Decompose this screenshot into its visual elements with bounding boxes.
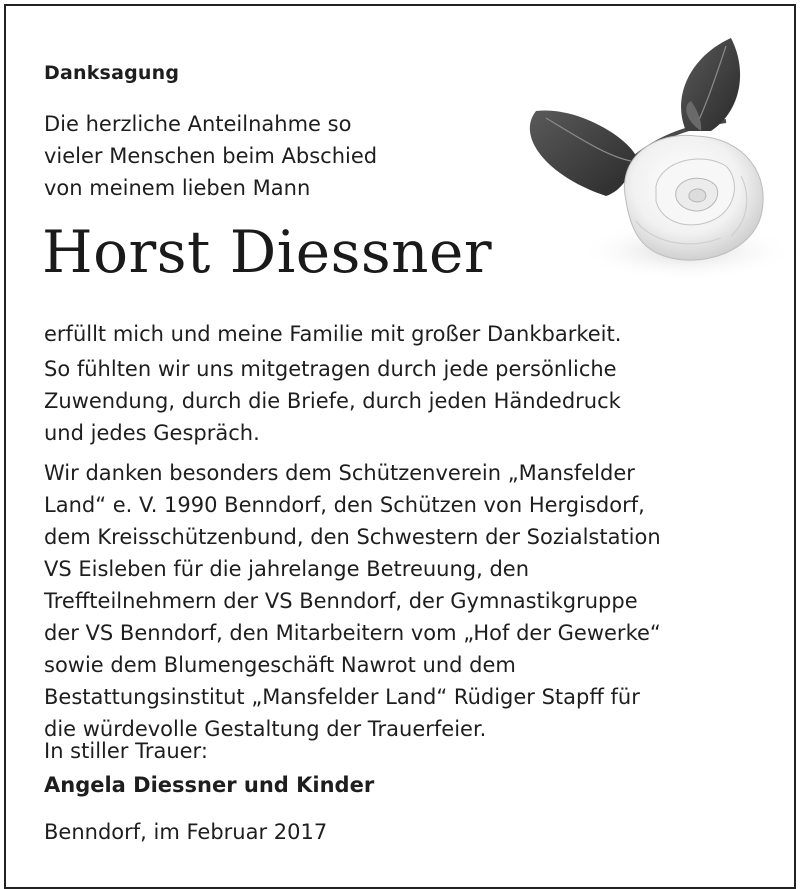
paragraph-line: sowie dem Blumengeschäft Nawrot und dem	[44, 653, 516, 677]
paragraph-line: So fühlten wir uns mitgetragen durch jede persönliche	[44, 357, 617, 381]
paragraph-line: die würdevolle Gestaltung der Trauerfeier.	[44, 717, 487, 741]
thanks-paragraph	[44, 457, 784, 745]
heading: Danksagung	[44, 62, 180, 84]
paragraph-line: VS Eisleben für die jahrelange Betreuung, den	[44, 557, 530, 581]
place-date: Benndorf, im Februar 2017	[44, 820, 328, 844]
paragraph-line: Land“ e. V. 1990 Benndorf, den Schützen von Hergisdorf,	[44, 493, 645, 517]
paragraph-line: erfüllt mich und meine Familie mit großer Dankbarkeit.	[44, 322, 622, 346]
paragraph-line: der VS Benndorf, den Mitarbeitern vom „Hof der Gewerke“	[44, 621, 661, 645]
paragraph-line: Treffteilnehmern der VS Benndorf, der Gymnastikgruppe	[44, 589, 638, 613]
intro-line: vieler Menschen beim Abschied	[44, 144, 378, 168]
intro-text	[44, 108, 377, 204]
gratitude-paragraph	[44, 318, 784, 350]
paragraph-line: Bestattungsinstitut „Mansfelder Land“ Rüdiger Stapff für	[44, 685, 640, 709]
paragraph-line: dem Kreisschützenbund, den Schwestern der Sozialstation	[44, 525, 661, 549]
deceased-name: Horst Diessner	[42, 218, 493, 286]
rose-image	[486, 26, 796, 296]
paragraph-line: Zuwendung, durch die Briefe, durch jeden Händedruck	[44, 389, 621, 413]
paragraph-line: und jedes Gespräch.	[44, 421, 260, 445]
signature-names: Angela Diessner und Kinder	[44, 773, 375, 797]
obituary-notice	[4, 4, 796, 889]
support-paragraph	[44, 353, 784, 449]
intro-line: von meinem lieben Mann	[44, 176, 311, 200]
signature-label: In stiller Trauer:	[44, 739, 208, 763]
intro-line: Die herzliche Anteilnahme so	[44, 112, 352, 136]
paragraph-line: Wir danken besonders dem Schützenverein „Mansfelder	[44, 461, 635, 485]
